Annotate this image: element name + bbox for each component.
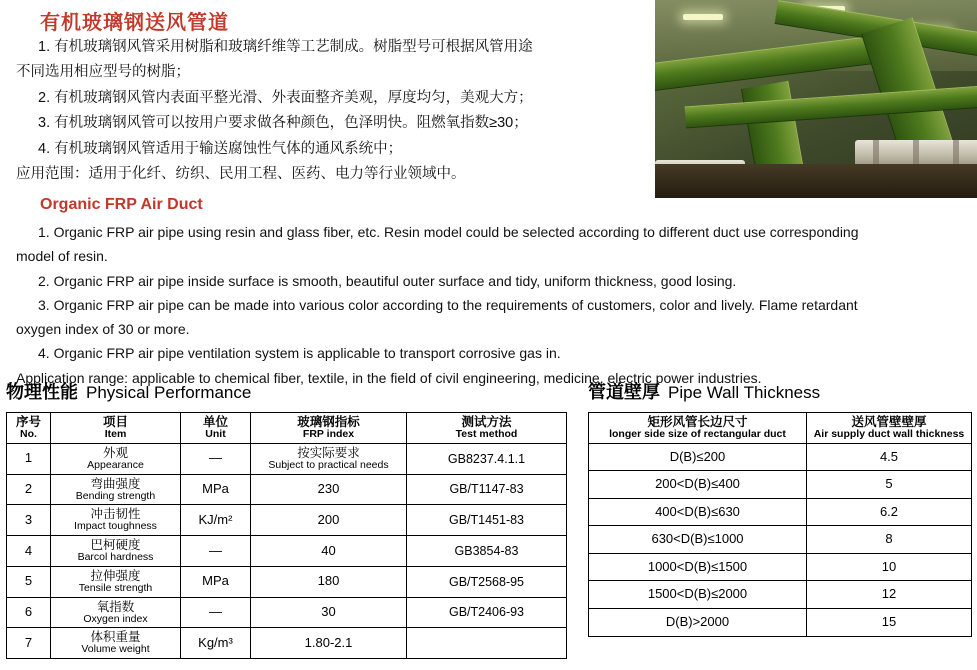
col-label-en: longer side size of rectangular duct	[609, 428, 786, 440]
cell-item	[51, 443, 181, 474]
table-row	[589, 526, 972, 554]
cell-item-cn: 外观	[102, 445, 128, 460]
en-line: 1. Organic FRP air pipe using resin and glass fiber, etc. Resin model could be selected according to different duct use corresponding	[38, 224, 859, 240]
photo-floor	[655, 164, 977, 198]
col-label-en: Test method	[455, 428, 518, 440]
table-row	[7, 597, 567, 628]
section-heading-performance	[6, 378, 251, 404]
page-title-cn: 有机玻璃钢送风管道	[40, 12, 229, 34]
section-heading-cn: 管道壁厚	[588, 382, 660, 402]
cell-thickness: 4.5	[807, 443, 972, 471]
col-label-en: Unit	[205, 428, 226, 440]
cell-item-en: Volume weight	[81, 643, 150, 656]
cell-item	[51, 597, 181, 628]
table-row	[589, 553, 972, 581]
col-label-en: Air supply duct wall thickness	[813, 428, 965, 440]
cell-duct-size: 200<D(B)≤400	[589, 471, 807, 499]
en-line: Application range: applicable to chemical fiber, textile, in the field of civil engineering, medicine, electric power industries.	[16, 369, 762, 386]
cell-method: GB8237.4.1.1	[407, 443, 567, 474]
col-label-cn: 单位	[202, 415, 228, 429]
cell-unit: MPa	[181, 566, 251, 597]
cn-line: 3. 有机玻璃钢风管可以按用户要求做各种颜色，色泽明快。阻燃氧指数≥30；	[38, 115, 528, 132]
table-header-row	[589, 413, 972, 444]
cell-index-cn: 按实际要求	[297, 445, 360, 460]
page-title-en: Organic FRP Air Duct	[40, 196, 203, 213]
cell-duct-size: D(B)>2000	[589, 609, 807, 637]
cell-item	[51, 628, 181, 659]
cell-index: 40	[251, 536, 407, 567]
cell-duct-size: 630<D(B)≤1000	[589, 526, 807, 554]
en-line: 2. Organic FRP air pipe inside surface is smooth, beautiful outer surface and tidy, uniform thickness, good losing.	[38, 272, 737, 289]
cell-index-en: Subject to practical needs	[268, 458, 389, 471]
cell-thickness: 8	[807, 526, 972, 554]
cn-line: 应用范围：适用于化纤、纺织、民用工程、医药、电力等行业领域中。	[16, 166, 466, 183]
cell-unit: MPa	[181, 474, 251, 505]
cell-item-cn: 体积重量	[90, 630, 141, 645]
cell-no: 1	[7, 443, 51, 474]
table-row	[7, 443, 567, 474]
cell-unit: KJ/m²	[181, 505, 251, 536]
table-row	[589, 581, 972, 609]
table-row	[7, 566, 567, 597]
cell-item-en: Barcol hardness	[77, 551, 154, 563]
cell-no: 7	[7, 628, 51, 659]
col-wall-thickness	[807, 413, 972, 444]
cell-thickness: 12	[807, 581, 972, 609]
table-row	[589, 443, 972, 471]
table-header-row	[7, 413, 567, 444]
cell-no: 2	[7, 474, 51, 505]
col-label-cn: 矩形风管长边尺寸	[647, 415, 748, 429]
description-en	[16, 222, 966, 392]
cell-item	[51, 536, 181, 567]
table-row	[7, 536, 567, 567]
cell-item-en: Impact toughness	[74, 520, 157, 533]
cell-item-cn: 弯曲强度	[90, 476, 141, 491]
cell-duct-size: D(B)≤200	[589, 443, 807, 471]
pipe-wall-thickness-table	[588, 412, 972, 637]
table-row	[7, 505, 567, 536]
cell-item-en: Bending strength	[75, 489, 156, 502]
cell-item-en: Oxygen index	[83, 612, 148, 625]
cell-unit: —	[181, 597, 251, 628]
cell-no: 3	[7, 505, 51, 536]
cell-index: 180	[251, 566, 407, 597]
cell-duct-size: 1500<D(B)≤2000	[589, 581, 807, 609]
col-label-en: No.	[20, 428, 37, 440]
cell-item-cn: 巴柯硬度	[90, 538, 141, 552]
cell-thickness: 5	[807, 471, 972, 499]
cn-line: 1. 有机玻璃钢风管采用树脂和玻璃纤维等工艺制成。树脂型号可根据风管用途	[38, 39, 533, 55]
physical-performance-table	[6, 412, 567, 659]
ceiling-light-icon	[683, 14, 723, 20]
section-heading-wall	[588, 378, 820, 404]
cell-item	[51, 566, 181, 597]
col-label-cn: 测试方法	[461, 415, 512, 429]
table-row	[589, 471, 972, 499]
cell-method	[407, 628, 567, 659]
cell-item-en: Appearance	[87, 458, 144, 471]
col-index	[251, 413, 407, 444]
cell-item	[51, 474, 181, 505]
cell-unit: Kg/m³	[181, 628, 251, 659]
cell-item-cn: 氧指数	[96, 599, 135, 614]
cell-no: 6	[7, 597, 51, 628]
cell-no: 4	[7, 536, 51, 567]
cell-index: 30	[251, 597, 407, 628]
cell-duct-size: 1000<D(B)≤1500	[589, 553, 807, 581]
col-label-en: Item	[104, 428, 127, 440]
cell-method: GB/T1147-83	[407, 474, 567, 505]
section-heading-cn: 物理性能	[6, 382, 78, 402]
cell-method: GB/T2568-95	[407, 566, 567, 597]
col-unit	[181, 413, 251, 444]
cell-thickness: 15	[807, 609, 972, 637]
table-row	[589, 498, 972, 526]
en-line: 3. Organic FRP air pipe can be made into various color according to the requirements of customers, color and lively. Flame retardant	[38, 296, 858, 313]
section-heading-en: Pipe Wall Thickness	[668, 383, 821, 402]
cell-index: 1.80-2.1	[251, 628, 407, 659]
col-label-en: FRP index	[302, 428, 355, 440]
description-cn	[16, 36, 661, 189]
cell-index: 200	[251, 505, 407, 536]
cell-item-cn: 冲击韧性	[90, 507, 141, 522]
section-heading-en: Physical Performance	[86, 383, 252, 402]
col-method	[407, 413, 567, 444]
cn-line: 4. 有机玻璃钢风管适用于输送腐蚀性气体的通风系统中；	[38, 140, 403, 157]
frp-air-duct-photo	[655, 0, 977, 198]
table-row	[7, 628, 567, 659]
cell-duct-size: 400<D(B)≤630	[589, 498, 807, 526]
table-row	[7, 474, 567, 505]
cell-item	[51, 505, 181, 536]
cell-method: GB3854-83	[407, 536, 567, 567]
cell-method: GB/T1451-83	[407, 505, 567, 536]
col-label-cn: 项目	[102, 415, 128, 429]
cell-no: 5	[7, 566, 51, 597]
cell-item-en: Tensile strength	[78, 581, 153, 594]
cell-item-cn: 拉伸强度	[90, 568, 141, 583]
cell-index	[251, 443, 407, 474]
en-line: oxygen index of 30 or more.	[16, 321, 190, 338]
col-no	[7, 413, 51, 444]
cell-thickness: 6.2	[807, 498, 972, 526]
cell-unit: —	[181, 443, 251, 474]
cn-line: 不同选用相应型号的树脂；	[16, 64, 190, 81]
col-label-cn: 玻璃钢指标	[297, 415, 360, 429]
col-label-cn: 序号	[15, 415, 41, 429]
cell-unit: —	[181, 536, 251, 567]
cn-line: 2. 有机玻璃钢风管内表面平整光滑、外表面整齐美观，厚度均匀，美观大方；	[38, 89, 533, 106]
cell-index: 230	[251, 474, 407, 505]
col-duct-size	[589, 413, 807, 444]
col-item	[51, 413, 181, 444]
cell-method: GB/T2406-93	[407, 597, 567, 628]
cell-thickness: 10	[807, 553, 972, 581]
col-label-cn: 送风管壁壁厚	[851, 415, 927, 429]
table-row	[589, 609, 972, 637]
en-line: 4. Organic FRP air pipe ventilation system is applicable to transport corrosive gas in.	[38, 345, 561, 362]
en-line: model of resin.	[16, 248, 108, 265]
